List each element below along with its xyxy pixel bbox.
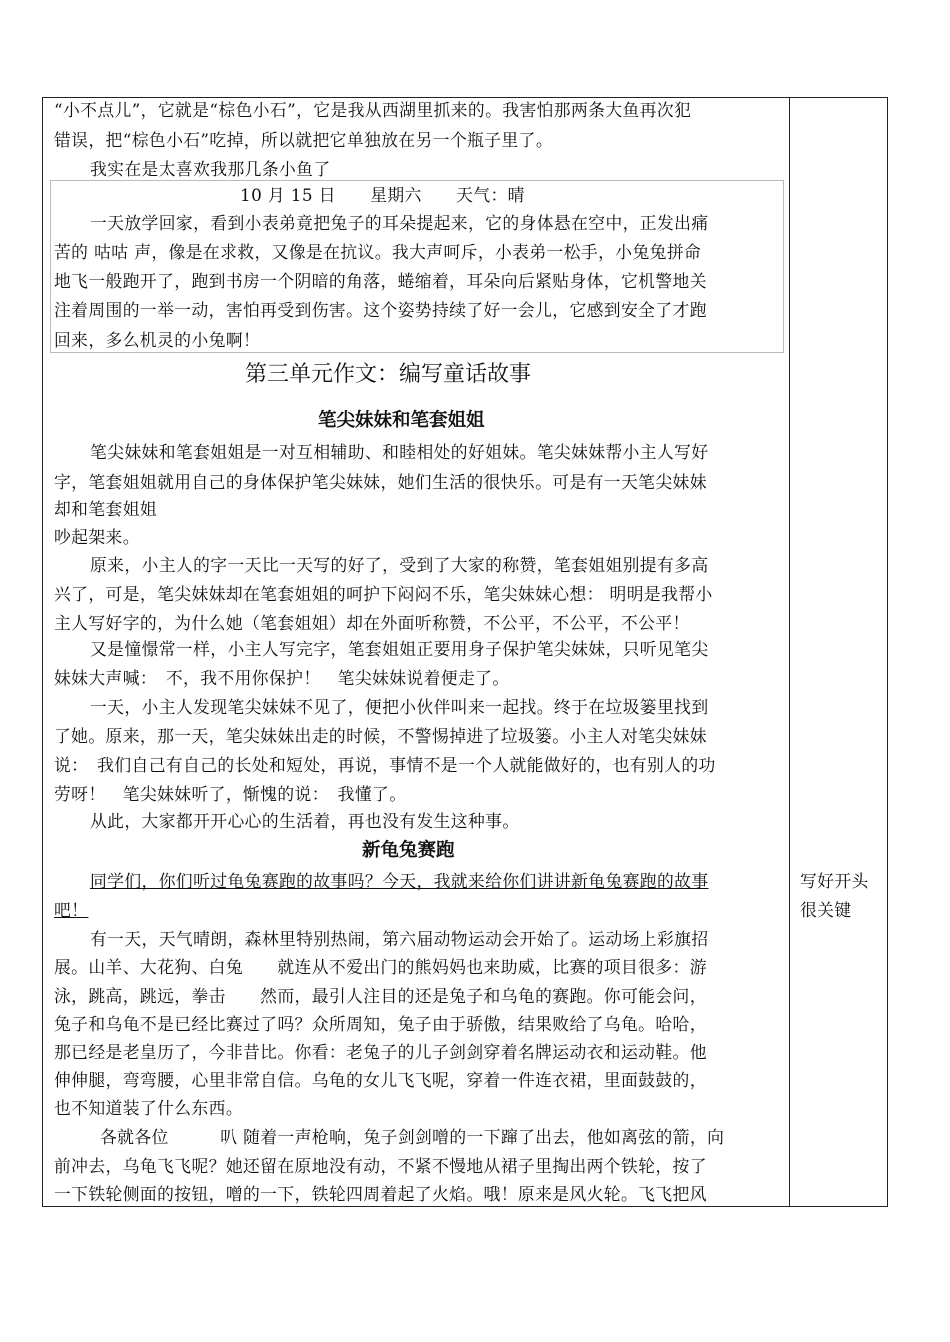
column-divider — [789, 97, 790, 1207]
text-line: “小不点儿”，它就是“棕色小石”，它是我从西湖里抓来的。我害怕那两条大鱼再次犯 — [54, 100, 692, 120]
story-line: 前冲去，乌龟飞飞呢？她还留在原地没有动，不紧不慢地从裙子里掏出两个铁轮，按了 — [54, 1156, 707, 1176]
diary-entry-box — [50, 180, 784, 353]
story-line: 说： 我们自己有自己的长处和短处，再说，事情不是一个人就能做好的，也有别人的功 — [54, 755, 716, 775]
story-line: 妹妹大声喊： 不，我不用你保护！ 笔尖妹妹说着便走了。 — [54, 668, 510, 688]
story-line: 也不知道装了什么东西。 — [54, 1098, 243, 1118]
story-line: 了她。原来，那一天，笔尖妹妹出走的时候，不警惕掉进了垃圾篓。小主人对笔尖妹妹 — [54, 726, 707, 746]
story-line: 兴了，可是，笔尖妹妹却在笔套姐姐的呵护下闷闷不乐，笔尖妹妹心想： 明明是我帮小 — [54, 584, 713, 604]
story-line: 兔子和乌龟不是已经比赛过了吗？众所周知，兔子由于骄傲，结果败给了乌龟。哈哈， — [54, 1014, 707, 1034]
side-note: 写好开头 — [800, 871, 869, 891]
story-line: 各就各位 叭 随着一声枪响，兔子剑剑噌的一下蹿了出去，他如离弦的箭，向 — [100, 1127, 725, 1147]
story-line: 原来，小主人的字一天比一天写的好了，受到了大家的称赞，笔套姐姐别提有多高 — [90, 555, 709, 575]
story-title: 笔尖妹妹和笔套姐姐 — [318, 410, 485, 431]
diary-line: 地飞一般跑开了，跑到书房一个阴暗的角落，蜷缩着，耳朵向后紧贴身体，它机警地关 — [54, 271, 707, 291]
story-line: 从此，大家都开开心心的生活着，再也没有发生这种事。 — [90, 811, 520, 831]
story-line: 一下铁轮侧面的按钮，噌的一下，铁轮四周着起了火焰。哦！原来是风火轮。飞飞把风 — [54, 1184, 707, 1204]
text-line: 错误，把“棕色小石”吃掉，所以就把它单独放在另一个瓶子里了。 — [54, 130, 554, 150]
diary-line: 回来，多么机灵的小兔啊！ — [54, 330, 261, 350]
diary-line: 一天放学回家，看到小表弟竟把兔子的耳朵提起来，它的身体悬在空中，正发出痛 — [90, 213, 709, 233]
unit-title: 第三单元作文：编写童话故事 — [245, 362, 532, 387]
story-opening-line: 同学们，你们听过龟兔赛跑的故事吗？今天，我就来给你们讲讲新龟兔赛跑的故事 — [90, 871, 709, 891]
diary-line: 注着周围的一举一动，害怕再受到伤害。这个姿势持续了好一会儿，它感到安全了才跑 — [54, 300, 707, 320]
story-line: 字，笔套姐姐就用自己的身体保护笔尖妹妹，她们生活的很快乐。可是有一天笔尖妹妹 — [54, 472, 707, 492]
text-line: 我实在是太喜欢我那几条小鱼了 — [90, 159, 331, 179]
diary-line: 苦的 咕咕 声，像是在求救，又像是在抗议。我大声呵斥，小表弟一松手，小兔兔拼命 — [54, 242, 702, 262]
story-line: 一天，小主人发现笔尖妹妹不见了，便把小伙伴叫来一起找。终于在垃圾篓里找到 — [90, 697, 709, 717]
story-line: 吵起架来。 — [54, 527, 140, 547]
story-line: 却和笔套姐姐 — [54, 499, 158, 519]
diary-header: 10 月 15 日 星期六 天气：晴 — [240, 185, 525, 205]
story-line: 有一天，天气晴朗，森林里特别热闹，第六届动物运动会开始了。运动场上彩旗招 — [90, 929, 709, 949]
story-line: 泳，跳高，跳远，拳击 然而，最引人注目的还是兔子和乌龟的赛跑。你可能会问， — [54, 986, 707, 1006]
story-title: 新龟兔赛跑 — [362, 840, 455, 861]
story-line: 劳呀！ 笔尖妹妹听了，惭愧的说： 我懂了。 — [54, 784, 407, 804]
story-line: 主人写好字的，为什么她（笔套姐姐）却在外面听称赞，不公平，不公平，不公平！ — [54, 613, 690, 633]
story-line: 又是憧憬常一样，小主人写完字，笔套姐姐正要用身子保护笔尖妹妹，只听见笔尖 — [90, 639, 709, 659]
story-line: 那已经是老皇历了，今非昔比。你看：老兔子的儿子剑剑穿着名牌运动衣和运动鞋。他 — [54, 1042, 707, 1062]
story-opening-line: 吧！ — [54, 900, 89, 920]
story-line: 展。山羊、大花狗、白兔 就连从不爱出门的熊妈妈也来助威，比赛的项目很多：游 — [54, 957, 707, 977]
story-line: 伸伸腿，弯弯腰，心里非常自信。乌龟的女儿飞飞呢，穿着一件连衣裙，里面鼓鼓的， — [54, 1070, 707, 1090]
story-line: 笔尖妹妹和笔套姐姐是一对互相辅助、和睦相处的好姐妹。笔尖妹妹帮小主人写好 — [90, 442, 709, 462]
side-note: 很关键 — [800, 900, 852, 920]
